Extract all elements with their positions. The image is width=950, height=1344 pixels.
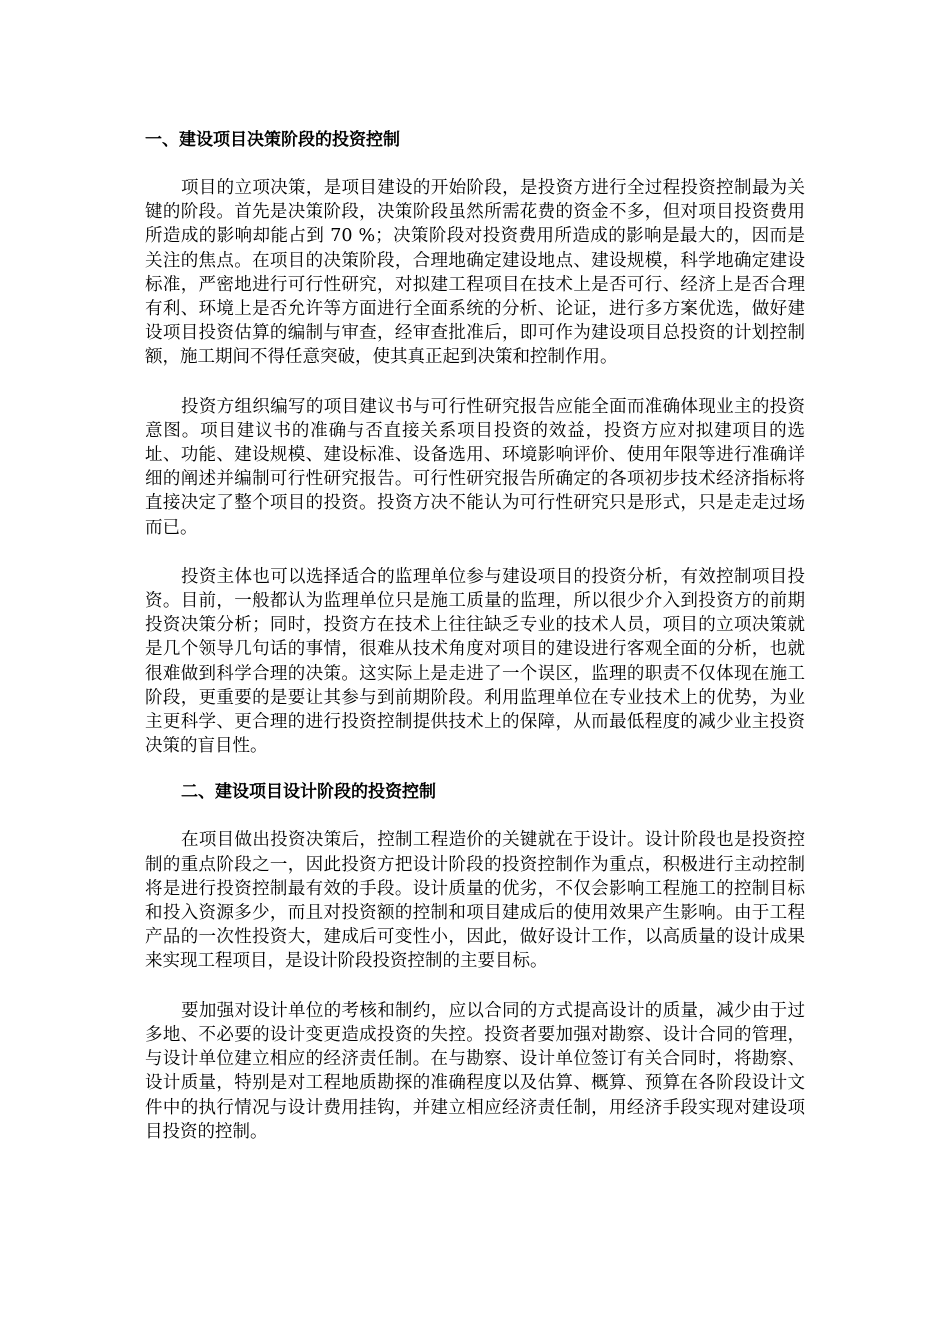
paragraph-decision-stage-intro: 项目的立项决策，是项目建设的开始阶段，是投资方进行全过程投资控制最为关键的阶段。首先是决策阶段，决策阶段虽然所需花费的资金不多，但对项目投资费用所造成的影响却能占到 70 %；决策阶段对投资费用所造成的影响是最大的，因而是关注的焦点。在项目的决策阶段，合理地确定建设地点、建设规模，科学地确定建设标准，严密地进行可行性研究，对拟建工程项目在技术上是否可行、经济上是否合理有利、环境上是否允许等方面进行全面系统的分析、论证，进行多方案优选，做好建设项目投资估算的编制与审查，经审查批准后，即可作为建设项目总投资的计划控制额，施工期间不得任意突破，使其真正起到决策和控制作用。 [145,178,805,368]
document-page [145,128,805,1144]
paragraph-supervision-unit: 投资主体也可以选择适合的监理单位参与建设项目的投资分析，有效控制项目投资。目前，一般都认为监理单位只是施工质量的监理，所以很少介入到投资方的前期投资决策分析；同时，投资方在技术上往往缺乏专业的技术人员，项目的立项决策就是几个领导几句话的事情，很难从技术角度对项目的建设进行客观全面的分析，也就很难做到科学合理的决策。这实际上是走进了一个误区，监理的职责不仅体现在施工阶段，更重要的是要让其参与到前期阶段。利用监理单位在专业技术上的优势，为业主更科学、更合理的进行投资控制提供技术上的保障，从而最低程度的减少业主投资决策的盲目性。 [145,566,805,757]
section-heading-design-stage: 二、建设项目设计阶段的投资控制 [181,782,436,803]
paragraph-design-contract: 要加强对设计单位的考核和制约，应以合同的方式提高设计的质量，减少由于过多地、不必要的设计变更造成投资的失控。投资者要加强对勘察、设计合同的管理，与设计单位建立相应的经济责任制。在与勘察、设计单位签订有关合同时，将勘察、设计质量，特别是对工程地质勘探的准确程度以及估算、概算、预算在各阶段设计文件中的执行情况与设计费用挂钩，并建立相应经济责任制，用经济手段实现对建设项目投资的控制。 [145,1000,805,1142]
paragraph-design-stage-intro: 在项目做出投资决策后，控制工程造价的关键就在于设计。设计阶段也是投资控制的重点阶段之一，因此投资方把设计阶段的投资控制作为重点，积极进行主动控制将是进行投资控制最有效的手段。设计质量的优劣，不仅会影响工程施工的控制目标和投入资源多少，而且对投资额的控制和项目建成后的使用效果产生影响。由于工程产品的一次性投资大，建成后可变性小，因此，做好设计工作，以高质量的设计成果来实现工程项目，是设计阶段投资控制的主要目标。 [145,830,805,972]
section-heading-decision-stage: 一、建设项目决策阶段的投资控制 [145,130,400,150]
paragraph-feasibility-study: 投资方组织编写的项目建议书与可行性研究报告应能全面而准确体现业主的投资意图。项目建议书的准确与否直接关系项目投资的效益，投资方应对拟建项目的选址、功能、建设规模、建设标准、设备选用、环境影响评价、使用年限等进行准确详细的阐述并编制可行性研究报告。可行性研究报告所确定的各项初步技术经济指标将直接决定了整个项目的投资。投资方决不能认为可行性研究只是形式，只是走走过场而已。 [145,396,805,538]
